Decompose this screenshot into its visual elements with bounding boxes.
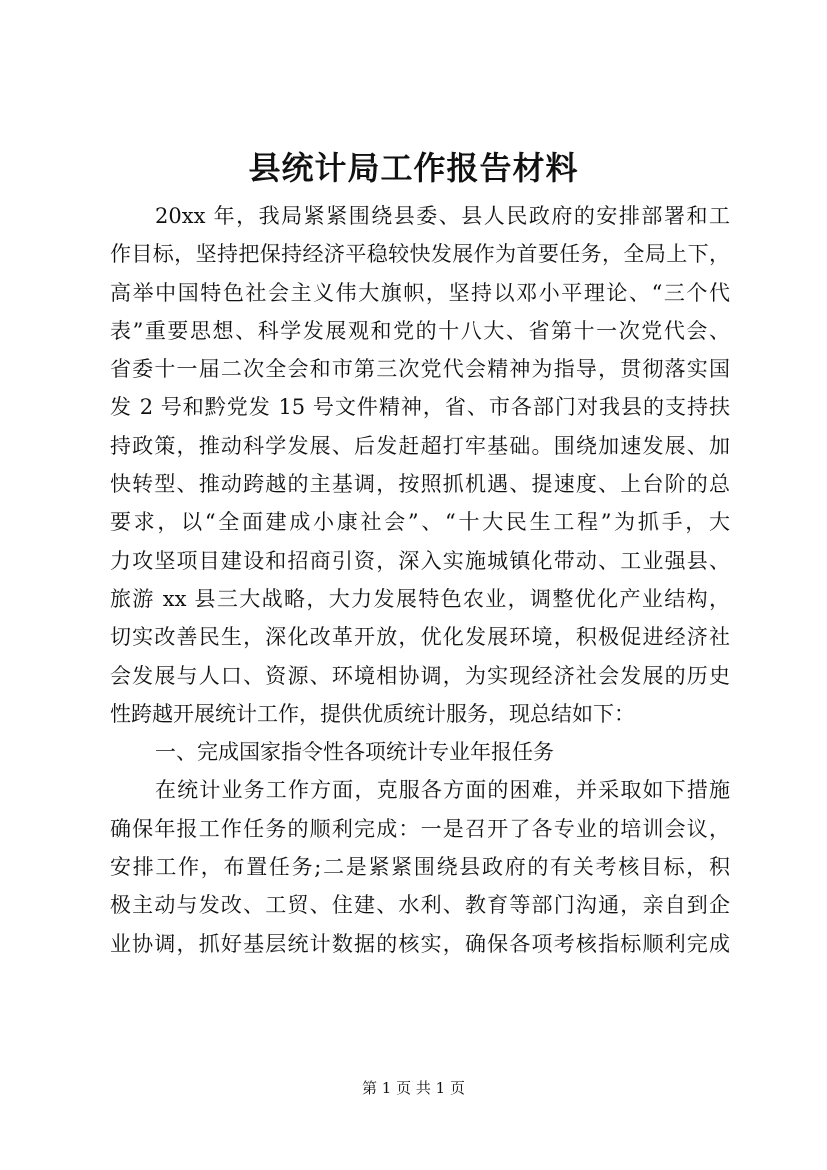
document-title: 县统计局工作报告材料 xyxy=(248,149,579,187)
paragraph-line: 性跨越开展统计工作，提供优质统计服务，现总结如下： xyxy=(110,701,635,726)
document-body xyxy=(110,197,730,963)
section-heading: 一、完成国家指令性各项统计专业年报任务 xyxy=(155,740,554,765)
paragraph-line: 高举中国特色社会主义伟大旗帜，坚持以邓小平理论、“三个代 xyxy=(110,280,730,305)
paragraph-line: 发 2 号和黔党发 15 号文件精神，省、市各部门对我县的支持扶 xyxy=(110,395,730,420)
paragraph-line: 要求，以“全面建成小康社会”、“十大民生工程”为抓手，大 xyxy=(110,510,730,535)
paragraph-line: 切实改善民生，深化改革开放，优化发展环境，积极促进经济社 xyxy=(110,625,730,650)
paragraph-line: 20xx 年，我局紧紧围绕县委、县人民政府的安排部署和工 xyxy=(155,204,730,228)
paragraph-line: 力攻坚项目建设和招商引资，深入实施城镇化带动、工业强县、 xyxy=(110,548,730,573)
paragraph-line: 业协调，抓好基层统计数据的核实，确保各项考核指标顺利完成 xyxy=(110,931,730,956)
paragraph-line: 旅游 xx 县三大战略，大力发展特色农业，调整优化产业结构， xyxy=(110,586,730,611)
paragraph-line: 会发展与人口、资源、环境相协调，为实现经济社会发展的历史 xyxy=(110,663,730,688)
paragraph-line: 在统计业务工作方面，克服各方面的困难，并采取如下措施 xyxy=(155,778,730,803)
paragraph-line: 作目标，坚持把保持经济平稳较快发展作为首要任务，全局上下， xyxy=(110,242,730,267)
paragraph-line: 确保年报工作任务的顺利完成：一是召开了各专业的培训会议， xyxy=(110,816,730,841)
paragraph-line: 快转型、推动跨越的主基调，按照抓机遇、提速度、上台阶的总 xyxy=(110,472,730,497)
page-footer: 第 1 页 共 1 页 xyxy=(362,1079,465,1097)
paragraph-line: 省委十一届二次全会和市第三次党代会精神为指导，贯彻落实国 xyxy=(110,357,730,382)
paragraph-line: 表”重要思想、科学发展观和党的十八大、省第十一次党代会、 xyxy=(110,318,730,343)
paragraph-line: 安排工作，布置任务;二是紧紧围绕县政府的有关考核目标，积 xyxy=(110,855,730,880)
paragraph-line: 持政策，推动科学发展、后发赶超打牢基础。围绕加速发展、加 xyxy=(110,433,730,458)
paragraph-line: 极主动与发改、工贸、住建、水利、教育等部门沟通，亲自到企 xyxy=(110,893,730,918)
